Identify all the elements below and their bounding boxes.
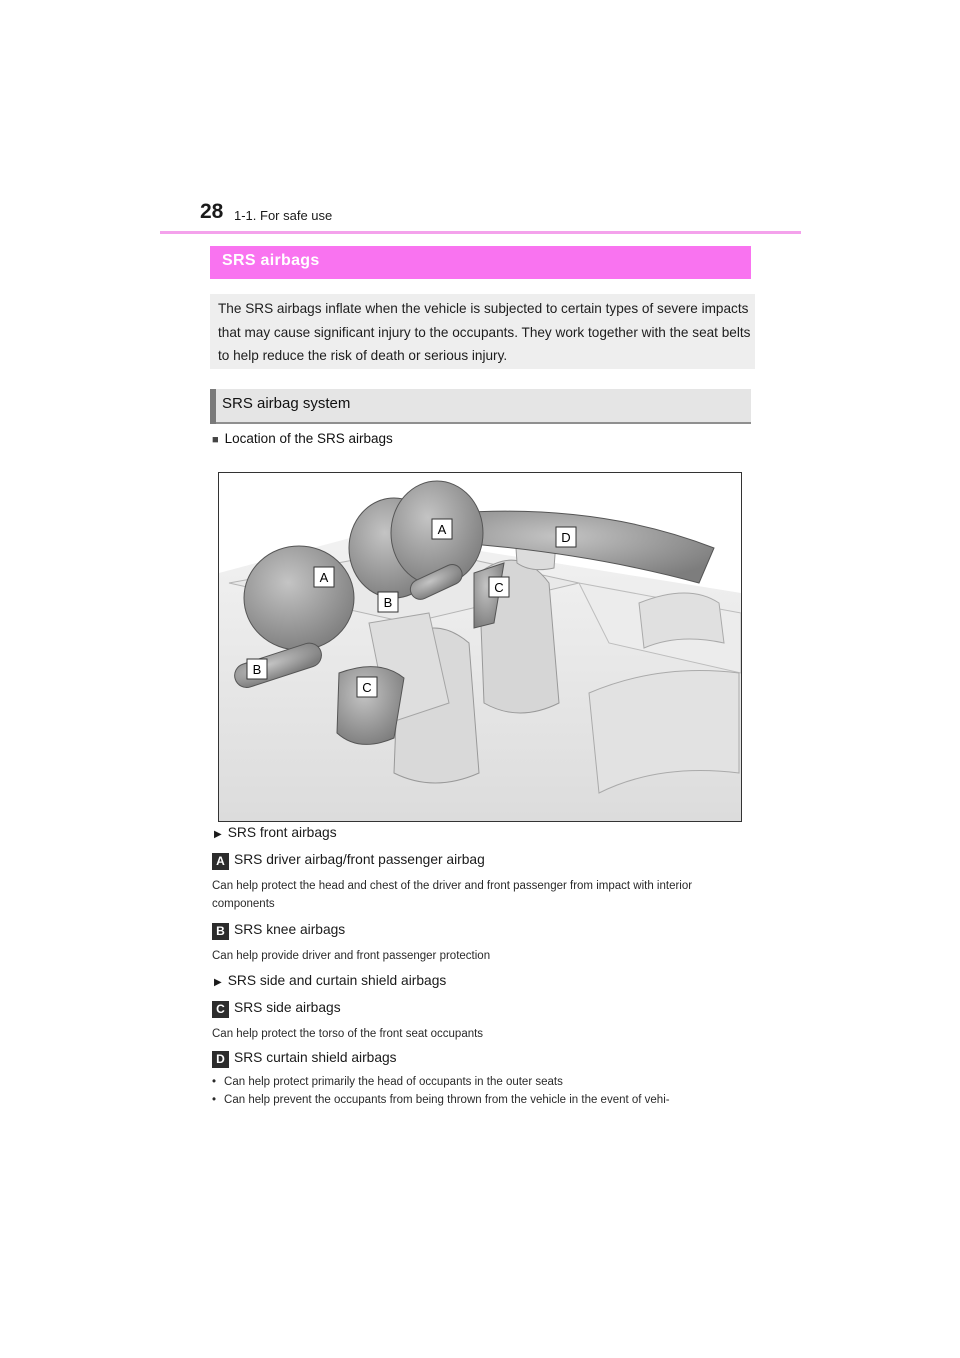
page-number: 28 [200, 200, 224, 223]
car-interior-drawing [219, 473, 741, 821]
header-rule [160, 231, 801, 234]
marker-a: A [212, 853, 229, 870]
callout-c-2 [489, 577, 509, 597]
callout-d-label: D [561, 530, 571, 545]
square-bullet-icon: ■ [212, 434, 219, 446]
item-d-bullets [212, 1073, 757, 1109]
callout-b-1 [247, 659, 267, 679]
bullet-item: • Can help prevent the occupants from being thrown from the vehicle in the event of vehi- [212, 1094, 670, 1106]
callout-b-1-label: B [252, 662, 262, 677]
item-b-label: SRS knee airbags [234, 922, 346, 937]
airbag-illustration [218, 472, 742, 822]
callout-a-2 [432, 519, 452, 539]
subheading: SRS airbag system [222, 395, 351, 412]
callout-c-1 [357, 677, 377, 697]
bullet-text: Can help protect primarily the head of occupants in the outer seats [224, 1076, 563, 1088]
section-title: 1-1. For safe use [234, 208, 333, 223]
page-title: SRS airbags [222, 252, 320, 269]
callout-d [556, 527, 576, 547]
item-a-description: Can help protect the head and chest of the driver and front passenger from impact with interior components [212, 880, 693, 910]
rear-headrest [639, 593, 724, 648]
subheading-accent [210, 389, 216, 424]
item-b-description: Can help provide driver and front passenger protection [212, 950, 491, 962]
item-a-label: SRS driver airbag/front passenger airbag [234, 852, 485, 867]
bullet-item: • Can help protect primarily the head of occupants in the outer seats [212, 1076, 563, 1088]
group-side-curtain-airbags-title: SRS side and curtain shield airbags [227, 973, 447, 988]
location-heading [212, 431, 393, 446]
callout-c-1-label: C [362, 680, 372, 695]
marker-b: B [212, 923, 229, 940]
callout-b-2 [378, 592, 398, 612]
group-front-airbags [214, 825, 337, 840]
item-d-label: SRS curtain shield airbags [234, 1050, 397, 1065]
group-front-airbags-title: SRS front airbags [227, 825, 337, 840]
callout-b-2-label: B [383, 595, 393, 610]
item-c-description: Can help protect the torso of the front seat occupants [212, 1028, 484, 1040]
item-c-label: SRS side airbags [234, 1000, 341, 1015]
bullet-text: Can help prevent the occupants from being thrown from the vehicle in the event of vehi- [224, 1094, 670, 1106]
callout-a-1-label: A [319, 570, 329, 585]
group-side-curtain-airbags [214, 973, 446, 988]
location-heading-text: Location of the SRS airbags [224, 431, 393, 446]
intro-text: The SRS airbags inflate when the vehicle is subjected to certain types of severe impacts that may cause significant injury to the occupants. They work together with the seat belts to help reduce the risk of death or serious injury. [218, 301, 751, 363]
marker-c: C [212, 1001, 229, 1018]
driver-front-airbag [244, 546, 354, 650]
marker-d: D [212, 1051, 229, 1068]
triangle-bullet-icon: ▶ [214, 829, 222, 840]
callout-a-1 [314, 567, 334, 587]
callout-a-2-label: A [437, 522, 447, 537]
triangle-bullet-icon: ▶ [214, 977, 222, 988]
callout-c-2-label: C [494, 580, 504, 595]
